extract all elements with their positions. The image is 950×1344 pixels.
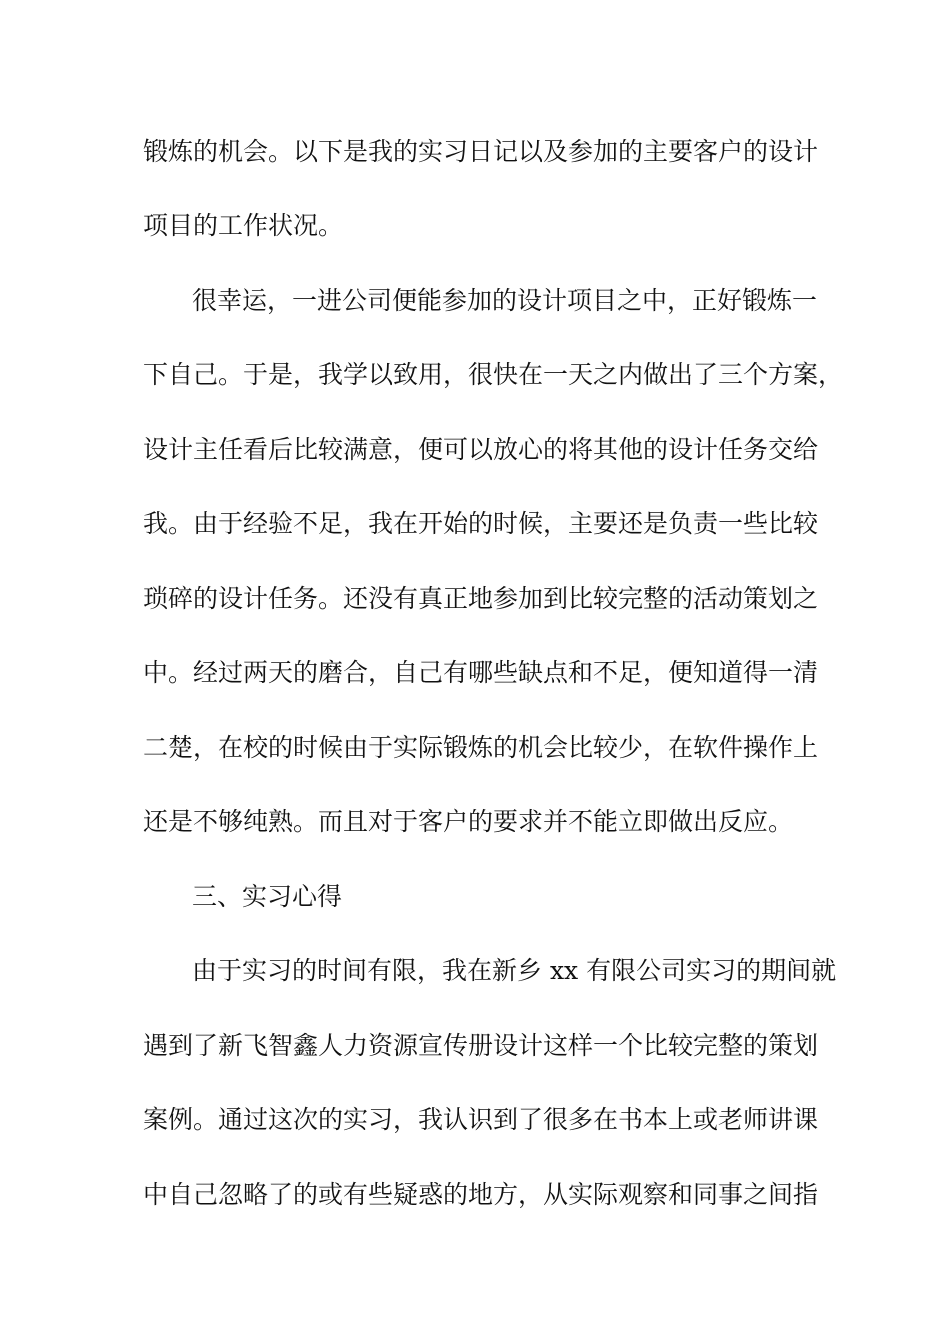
paragraph-line: 下自己。于是，我学以致用，很快在一天之内做出了三个方案，: [143, 360, 844, 389]
paragraph-line: 还是不够纯熟。而且对于客户的要求并不能立即做出反应。: [143, 807, 794, 836]
paragraph-line: 项目的工作状况。: [143, 211, 344, 240]
paragraph-line: 设计主任看后比较满意，便可以放心的将其他的设计任务交给: [143, 435, 819, 464]
paragraph-line: 中。经过两天的磨合，自己有哪些缺点和不足，便知道得一清: [143, 658, 819, 687]
paragraph-line: 锻炼的机会。以下是我的实习日记以及参加的主要客户的设计: [143, 137, 819, 166]
paragraph-line: 二楚，在校的时候由于实际锻炼的机会比较少，在软件操作上: [143, 733, 819, 762]
paragraph-line: 很幸运，一进公司便能参加的设计项目之中，正好锻炼一: [192, 286, 818, 315]
paragraph-line: 遇到了新飞智鑫人力资源宣传册设计这样一个比较完整的策划: [143, 1031, 819, 1060]
section-heading: 三、实习心得: [192, 882, 343, 911]
paragraph-line: 琐碎的设计任务。还没有真正地参加到比较完整的活动策划之: [143, 584, 819, 613]
paragraph-line: 案例。通过这次的实习，我认识到了很多在书本上或老师讲课: [143, 1105, 819, 1134]
paragraph-line: 我。由于经验不足，我在开始的时候，主要还是负责一些比较: [143, 509, 819, 538]
paragraph-line: 由于实习的时间有限，我在新乡 xx 有限公司实习的期间就: [192, 956, 837, 985]
paragraph-line: 中自己忽略了的或有些疑惑的地方，从实际观察和同事之间指: [143, 1180, 819, 1209]
